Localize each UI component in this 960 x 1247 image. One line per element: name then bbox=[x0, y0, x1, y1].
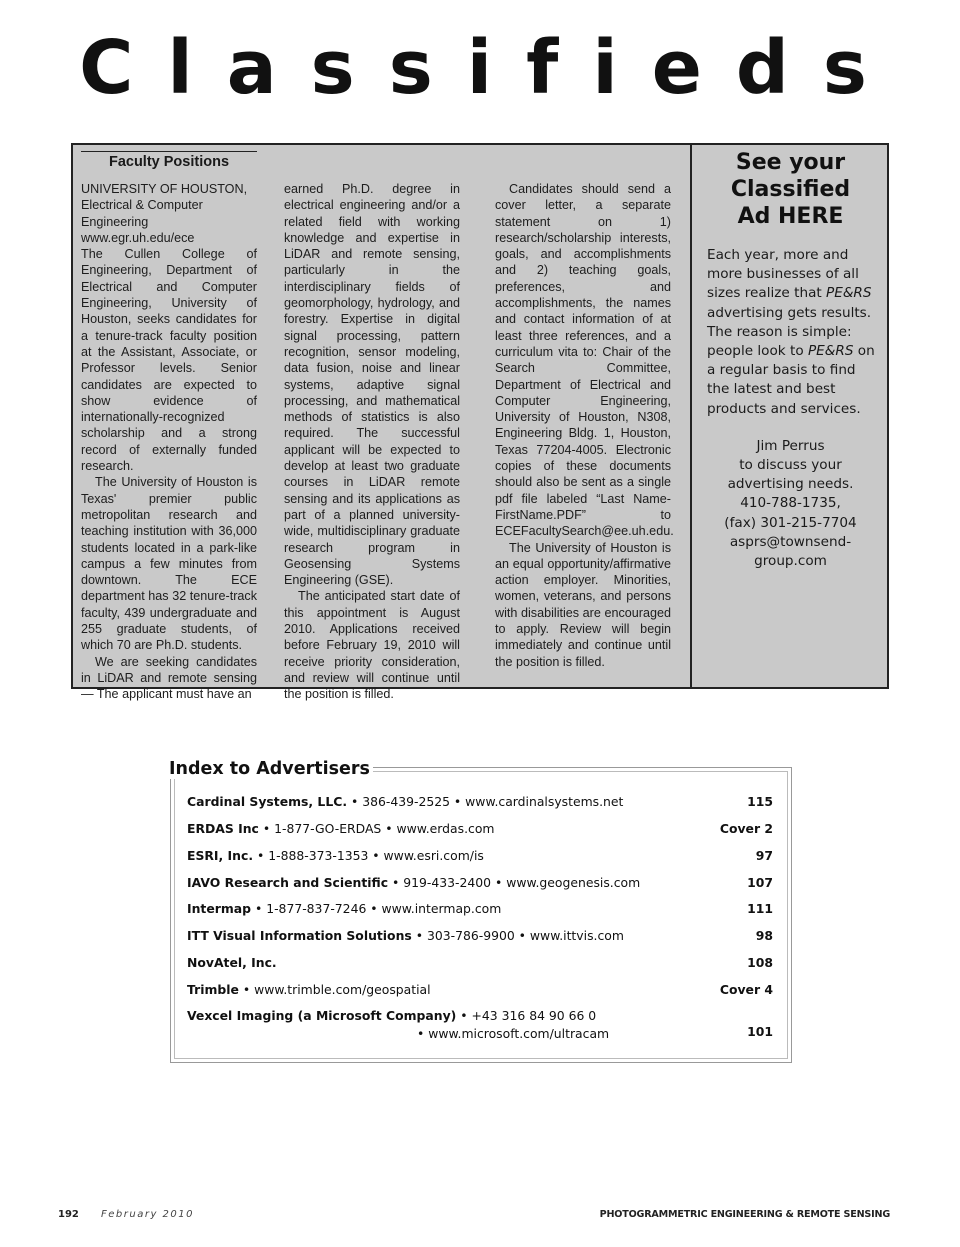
advertiser-name: ESRI, Inc. bbox=[187, 848, 254, 863]
advertiser-page: 111 bbox=[747, 901, 773, 916]
advertiser-index bbox=[170, 767, 792, 1063]
advertiser-name: Intermap bbox=[187, 901, 252, 916]
advertiser-name: Vexcel Imaging (a Microsoft Company) bbox=[187, 1008, 457, 1023]
contact-email: asprs@townsend- bbox=[729, 533, 852, 550]
index-title: Index to Advertisers bbox=[169, 759, 373, 779]
column-3 bbox=[495, 181, 674, 670]
advertiser-details: • 1-877-837-7246 • www.intermap.com bbox=[251, 901, 502, 916]
advertiser-details: • 386-439-2525 • www.cardinalsystems.net bbox=[347, 794, 624, 809]
contact-line: Jim Perrus bbox=[756, 437, 825, 454]
advertiser-name: ERDAS Inc bbox=[187, 821, 259, 836]
advertiser-details: • 303-786-9900 • www.ittvis.com bbox=[411, 928, 624, 943]
ad-title bbox=[692, 149, 889, 230]
contact-email: group.com bbox=[754, 553, 827, 570]
advertiser-page: 107 bbox=[747, 875, 773, 890]
contact-fax: (fax) 301-215-7704 bbox=[724, 514, 857, 531]
index-row bbox=[187, 955, 781, 970]
advertiser-page: 108 bbox=[747, 955, 773, 970]
advertiser-page: 115 bbox=[747, 794, 773, 809]
index-row bbox=[187, 875, 781, 890]
ad-contact bbox=[692, 437, 889, 571]
index-row bbox=[187, 794, 781, 809]
advertiser-page: 98 bbox=[755, 928, 773, 943]
ad-title-line: Classified bbox=[730, 177, 851, 202]
paragraph: The University of Houston is Texas' premier public metropolitan research and teaching institution with 36,000 students located in a park-like campus a few minutes from downtown. The ECE department has 32 tenure-track faculty, 439 undergraduate and 255 graduate students, of which 70 are Ph.D. students. bbox=[81, 475, 257, 653]
paragraph: The Cullen College of Engineering, Department of Electrical and Computer Engineering, University of Houston, seeks candidates for a tenure-track faculty position at the Assistant, Associate, or Professor levels. Senior candidates are expected to show evidence of internationally-recognized scholarship and a strong record of externally funded research. bbox=[81, 247, 257, 474]
advertiser-name: Cardinal Systems, LLC. bbox=[187, 794, 348, 809]
classifieds-box bbox=[71, 143, 889, 702]
advertiser-page: 101 bbox=[747, 1024, 773, 1039]
advertiser-page: 97 bbox=[755, 848, 773, 863]
contact-line: to discuss your bbox=[739, 457, 842, 474]
page-title: Classifieds bbox=[79, 25, 901, 111]
advertiser-name: ITT Visual Information Solutions bbox=[187, 928, 412, 943]
contact-phone: 410-788-1735, bbox=[740, 495, 841, 512]
employer-name: UNIVERSITY OF HOUSTON, Electrical & Computer Engineering bbox=[81, 182, 248, 229]
index-row bbox=[187, 848, 781, 863]
advertiser-name: NovAtel, Inc. bbox=[187, 955, 277, 970]
index-frame bbox=[174, 771, 788, 1059]
ad-body-text: on a regular basis to find the latest and best products and services. bbox=[707, 343, 875, 417]
index-row bbox=[187, 821, 781, 836]
employer-url: www.egr.uh.edu/ece bbox=[81, 230, 195, 245]
index-row bbox=[187, 928, 781, 943]
ad-body-text: advertising gets results. The reason is simple: people look to bbox=[707, 304, 872, 360]
paragraph: The University of Houston is an equal opportunity/affirmative action employer. Minorities, women, veterans, and persons with disabilities are encouraged to apply. Review will begin immediately and continue until the position is filled. bbox=[495, 540, 671, 669]
advertiser-page: Cover 4 bbox=[719, 982, 773, 997]
ad-title-line: See your bbox=[735, 150, 846, 175]
ad-panel bbox=[690, 145, 889, 687]
advertiser-details-continued: • www.microsoft.com/ultracam bbox=[417, 1026, 610, 1041]
ad-body-emphasis: PE&RS bbox=[807, 343, 854, 360]
advertiser-details: • 1-888-373-1353 • www.esri.com/is bbox=[253, 848, 484, 863]
page-number: 192 bbox=[58, 1209, 79, 1220]
paragraph: We are seeking candidates in LiDAR and remote sensing — The applicant must have an bbox=[81, 654, 257, 702]
paragraph: Candidates should send a cover letter, a separate statement on 1) research/scholarship interests, goals, and accomplishments and 2) teaching goals, preferences, and accomplishments, the names and contact information of at least three references, and a curriculum vita to: Chair of the Search Committee, Department of Electrical and Computer Engineering, University of Houston, N308, Engineering Bldg. 1, Houston, Texas 77204-4005. Electronic copies of these documents should also be sent as a single pdf file labeled “Last Name-FirstName.PDF” to ECEFacultySearch@ee.uh.edu. bbox=[495, 182, 674, 539]
paragraph: The anticipated start date of this appointment is August 2010. Applications received before February 19, 2010 will receive priority consideration, and review will continue until the position is filled. bbox=[284, 589, 460, 702]
journal-name: PHOTOGRAMMETRIC ENGINEERING & REMOTE SENSING bbox=[599, 1209, 890, 1220]
index-row bbox=[187, 1008, 781, 1041]
index-row bbox=[187, 982, 781, 997]
advertiser-page: Cover 2 bbox=[719, 821, 773, 836]
paragraph: earned Ph.D. degree in electrical engineering and/or a related field with working knowledge and expertise in LiDAR and remote sensing, particularly in the interdisciplinary fields of geomorphology, hydrology, and forestry. Expertise in digital signal processing, pattern recognition, sensor modeling, data fusion, noise and linear systems, adaptive signal processing, and mathematical methods of statistics is also required. The successful applicant will be expected to develop at least two graduate courses in LiDAR remote sensing and its applications as part of a planned university-wide, multidisciplinary graduate research program in Geosensing Systems Engineering (GSE). bbox=[284, 182, 460, 588]
advertiser-details: • 1-877-GO-ERDAS • www.erdas.com bbox=[258, 821, 495, 836]
index-row bbox=[187, 901, 781, 916]
ad-body-text: Each year, more and more businesses of all sizes realize that bbox=[707, 247, 859, 302]
advertiser-name: IAVO Research and Scientific bbox=[187, 875, 389, 890]
ad-body bbox=[707, 246, 875, 419]
advertiser-details: • www.trimble.com/geospatial bbox=[238, 982, 431, 997]
section-heading: Faculty Positions bbox=[81, 151, 257, 170]
contact-line: advertising needs. bbox=[727, 476, 854, 493]
ad-title-line: Ad HERE bbox=[737, 204, 844, 229]
ad-body-emphasis: PE&RS bbox=[826, 285, 872, 302]
advertiser-details: • 919-433-2400 • www.geogenesis.com bbox=[388, 875, 641, 890]
column-1 bbox=[81, 181, 257, 703]
advertiser-details: • +43 316 84 90 66 0 bbox=[456, 1008, 597, 1023]
advertiser-name: Trimble bbox=[187, 982, 239, 997]
column-2 bbox=[284, 181, 460, 703]
issue-date: February 2010 bbox=[101, 1209, 194, 1220]
